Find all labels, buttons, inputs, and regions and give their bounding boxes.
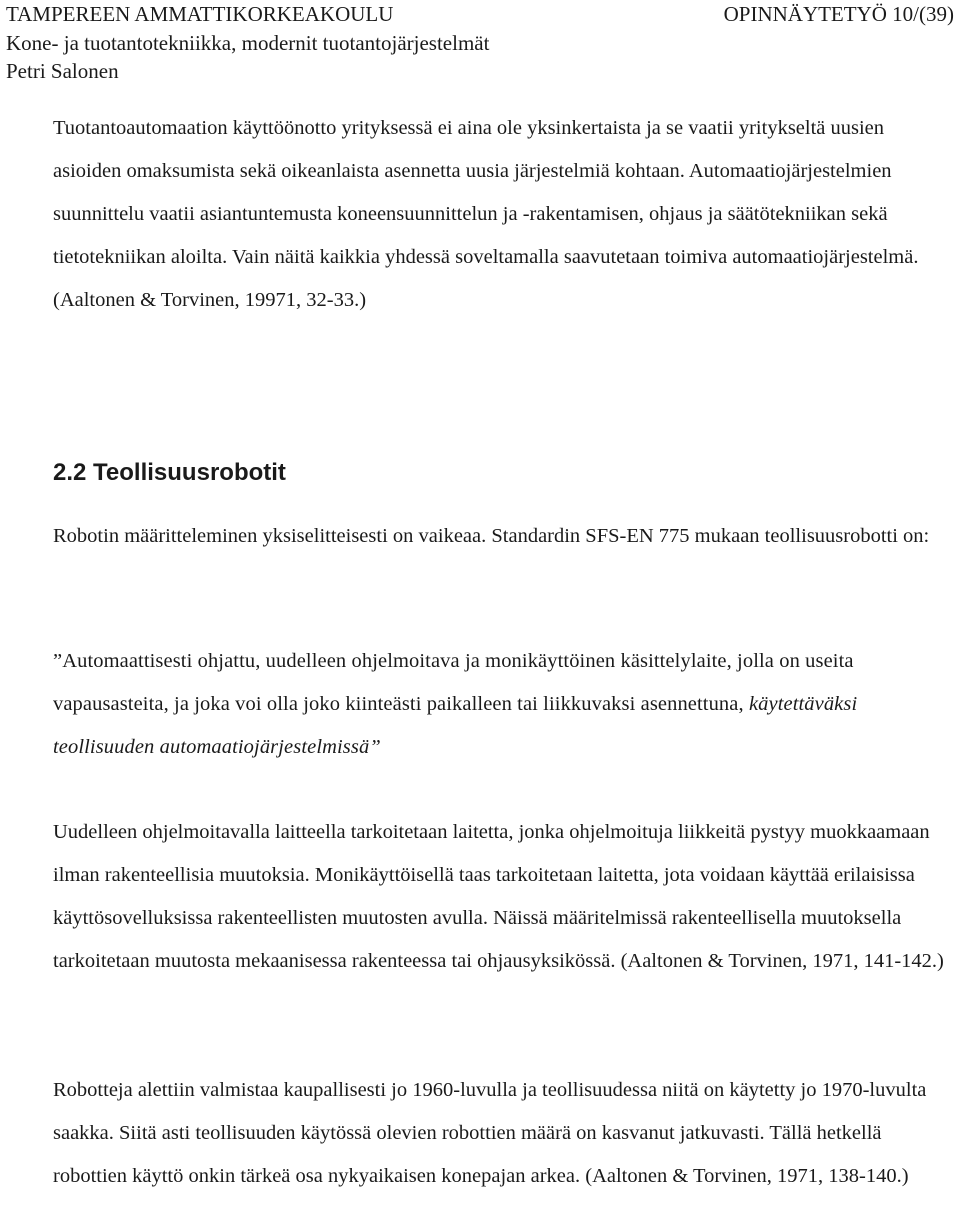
quote-text: ”Automaattisesti ohjattu, uudelleen ohjelmoitava ja monikäyttöinen käsittelylaite, jolla on useita vapausasteita, ja joka voi olla joko kiinteästi paikalleen tai liikkuvaksi asennettuna, — [53, 650, 854, 715]
body-paragraph-history: Robotteja alettiin valmistaa kaupallisesti jo 1960-luvulla ja teollisuudessa niitä on käytetty jo 1970-luvulta saakka. Siitä asti teollisuuden käytössä olevien robottien määrä on kasvanut jatkuvasti. Tällä hetkellä robottien käyttö onkin tärkeä osa nykyaikaisen konepajan arkea. (Aaltonen & Torvinen, 1971, 138-140.) — [53, 1079, 927, 1187]
standard-definition-quote — [53, 640, 957, 769]
section-heading: 2.2 Teollisuusrobotit — [53, 458, 286, 486]
degree-program: Kone- ja tuotantotekniikka, modernit tuotantojärjestelmät — [6, 30, 490, 55]
document-type-page-number: OPINNÄYTETYÖ 10/(39) — [723, 2, 954, 26]
body-paragraph-robot-definition: Robotin määritteleminen yksiselitteisesti on vaikeaa. Standardin SFS-EN 775 mukaan teollisuusrobotti on: — [53, 525, 930, 547]
institution-name: TAMPEREEN AMMATTIKORKEAKOULU — [6, 2, 394, 26]
header-top-row — [6, 0, 954, 29]
page-header — [6, 0, 954, 86]
author-name: Petri Salonen — [6, 59, 119, 83]
body-paragraph-automation: Tuotantoautomaation käyttöönotto yrityksessä ei aina ole yksinkertaista ja se vaatii yritykseltä uusien asioiden omaksumista sekä oikeanlaista asennetta uusia järjestelmiä kohtaan. Automaatiojärjestelmien suunnittelu vaatii asiantuntemusta koneensuunnittelun ja -rakentamisen, ohjaus ja säätötekniikan sekä tietotekniikan aloilta. Vain näitä kaikkia yhdessä soveltamalla saavutetaan toimiva automaatiojärjestelmä. (Aaltonen & Torvinen, 19971, 32-33.) — [53, 117, 919, 311]
quote-italic-text: käytettäväksi teollisuuden automaatiojärjestelmissä” — [53, 693, 858, 758]
body-paragraph-reprogrammable: Uudelleen ohjelmoitavalla laitteella tarkoitetaan laitetta, jonka ohjelmoituja liikkeitä pystyy muokkaamaan ilman rakenteellisia muutoksia. Monikäyttöisellä taas tarkoitetaan laitetta, jota voidaan käyttää erilaisissa käyttösovelluksissa rakenteellisten muutosten avulla. Näissä määritelmissä rakenteellisella muutoksella tarkoitetaan muutosta mekaanisessa rakenteessa tai ohjausyksikössä. (Aaltonen & Torvinen, 1971, 141-142.) — [53, 821, 944, 972]
